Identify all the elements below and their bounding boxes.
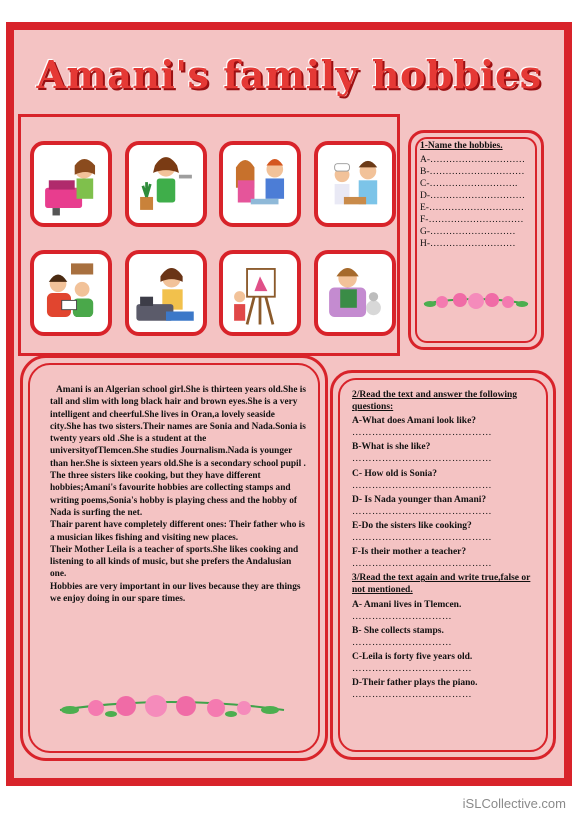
answer-blank-a[interactable]: …………………………………… bbox=[352, 428, 492, 439]
answer-line-h[interactable]: H-……………………… bbox=[420, 239, 516, 249]
question-f: F-Is their mother a teacher? bbox=[352, 547, 467, 558]
answer-blank-b[interactable]: …………………………………… bbox=[352, 454, 492, 465]
questions bbox=[352, 389, 538, 701]
watermark-text: iSLCollective.com bbox=[462, 796, 566, 811]
reading-paragraph-1: Amani is an Algerian school girl.She is thirteen years old.She is tall and slim with long black hair and brown eyes.She is a very intelligent and cheerful.She lives in Oran,a lovely seaside city.She has two sisters.Their names are Sonia and Nada.Sonia is twenty years old .She is a student at the universityofTlemcen.She studies Journalism.Nada is younger than her.She is sixteen years old.She is a secondary school pupil . The three sisters like cooking, but they have different hobbies;Amani's favourite hobbies are collecting stamps and writing poems,Sonia's hobby is playing chess and the hobby of Nada is surfing the net. bbox=[50, 385, 306, 518]
answer-line-c[interactable]: C-………………………. bbox=[420, 179, 518, 189]
question-e: E-Do the sisters like cooking? bbox=[352, 520, 472, 531]
sewing-icon bbox=[125, 250, 207, 336]
family-reading-icon bbox=[30, 250, 112, 336]
statement-c: C-Leila is forty five years old. bbox=[352, 651, 473, 662]
painting-nails-icon bbox=[219, 141, 301, 227]
sewing-machine-icon bbox=[30, 141, 112, 227]
gardening-icon bbox=[125, 141, 207, 227]
reading-text bbox=[50, 384, 306, 605]
page-title: Amani's family hobbies bbox=[36, 52, 542, 97]
question-b: B-What is she like? bbox=[352, 442, 431, 453]
statement-d: D-Their father plays the piano. bbox=[352, 678, 478, 689]
question-d: D- Is Nada younger than Amani? bbox=[352, 494, 487, 505]
hobbies-task-heading: 1-Name the hobbies. bbox=[420, 141, 503, 151]
statement-blank-d[interactable]: ……………………………… bbox=[352, 690, 472, 701]
question-a: A-What does Amani look like? bbox=[352, 416, 477, 427]
reading-paragraph-3: Their Mother Leila is a teacher of sports.She likes cooking and listening to all kinds of music, but she prefers the Andalusian one. bbox=[50, 544, 299, 580]
answer-line-g[interactable]: G-……………………… bbox=[420, 227, 516, 237]
flower-border-icon bbox=[420, 288, 532, 316]
answer-blank-d[interactable]: …………………………………… bbox=[352, 506, 492, 517]
statement-blank-b[interactable]: ………………………… bbox=[352, 637, 452, 648]
hobbies-task bbox=[420, 140, 532, 250]
statement-a: A- Amani lives in Tlemcen. bbox=[352, 599, 462, 610]
answer-line-e[interactable]: E-………………………… bbox=[420, 203, 524, 213]
statement-b: B- She collects stamps. bbox=[352, 625, 444, 636]
reading-paragraph-4: Hobbies are very important in our lives because they are things we enjoy doing in our spare times. bbox=[50, 581, 301, 605]
answer-blank-e[interactable]: …………………………………… bbox=[352, 533, 492, 544]
true-false-heading: 3/Read the text again and write true,false or not mentioned. bbox=[352, 573, 531, 596]
answer-line-f[interactable]: F-………………………… bbox=[420, 215, 524, 225]
cooking-icon bbox=[314, 141, 396, 227]
flower-garland-icon bbox=[56, 688, 288, 728]
answer-blank-f[interactable]: …………………………………… bbox=[352, 559, 492, 570]
statement-blank-a[interactable]: ………………………… bbox=[352, 611, 452, 622]
question-c: C- How old is Sonia? bbox=[352, 468, 437, 479]
answer-line-a[interactable]: A-………………………… bbox=[420, 155, 526, 165]
drawing-easel-icon bbox=[219, 250, 301, 336]
answer-blank-c[interactable]: …………………………………… bbox=[352, 480, 492, 491]
answer-line-d[interactable]: D-………………………… bbox=[420, 191, 526, 201]
knitting-icon bbox=[314, 250, 396, 336]
statement-blank-c[interactable]: ……………………………… bbox=[352, 663, 472, 674]
questions-heading: 2/Read the text and answer the following questions: bbox=[352, 390, 518, 413]
answer-line-b[interactable]: B-………………………… bbox=[420, 167, 525, 177]
reading-paragraph-2: Thair parent have completely different ones: Their father who is a musician likes fishing and visiting new places. bbox=[50, 520, 305, 543]
